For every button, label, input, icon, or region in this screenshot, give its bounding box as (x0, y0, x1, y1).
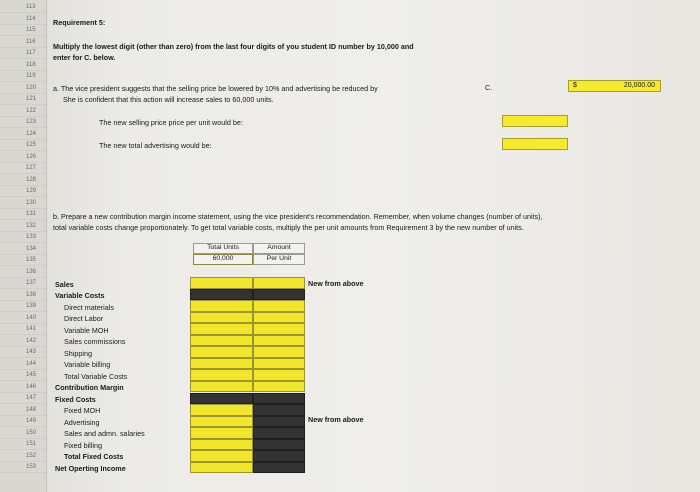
label-contribution-margin: Contribution Margin (55, 383, 124, 392)
row-number: 152 (0, 451, 46, 462)
total-amount-cell[interactable] (190, 277, 253, 289)
row-number: 124 (0, 129, 46, 140)
per-unit-cell (253, 462, 305, 474)
new-advertising-input-cell[interactable] (502, 138, 568, 150)
per-unit-cell (253, 450, 305, 462)
row-number: 114 (0, 14, 46, 25)
new-from-above-note-2: New from above (308, 415, 364, 424)
total-amount-cell[interactable] (190, 369, 253, 381)
row-number: 125 (0, 140, 46, 151)
total-amount-cell (190, 289, 253, 301)
row-number: 135 (0, 255, 46, 266)
row-number: 116 (0, 37, 46, 48)
label-sales: Sales (55, 280, 74, 289)
row-number: 150 (0, 428, 46, 439)
row-number: 130 (0, 198, 46, 209)
per-unit-cell[interactable] (253, 323, 305, 335)
total-amount-cell[interactable] (190, 439, 253, 451)
row-number: 115 (0, 25, 46, 36)
instruction-line-1: Multiply the lowest digit (other than zero) from the last four digits of you student ID number by 10,000 and (53, 42, 414, 51)
per-unit-cell (253, 416, 305, 428)
requirement-title: Requirement 5: (53, 18, 106, 27)
part-b-line-1: b. Prepare a new contribution margin income statement, using the vice president's recommendation. Remember, when volume changes (number of units), (53, 212, 543, 221)
per-unit-cell (253, 404, 305, 416)
row-number: 136 (0, 267, 46, 278)
per-unit-cell[interactable] (253, 358, 305, 370)
header-total-units: Total Units (193, 243, 253, 254)
per-unit-cell (253, 439, 305, 451)
per-unit-cell[interactable] (253, 381, 305, 393)
total-amount-cell[interactable] (190, 416, 253, 428)
label-shipping: Shipping (64, 349, 92, 358)
row-number: 129 (0, 186, 46, 197)
label-fixed-moh: Fixed MOH (64, 406, 101, 415)
row-number: 113 (0, 2, 46, 13)
row-number: 132 (0, 221, 46, 232)
row-number: 153 (0, 462, 46, 473)
instruction-line-2: enter for C. below. (53, 53, 116, 62)
row-number-column (0, 0, 47, 492)
total-amount-cell[interactable] (190, 300, 253, 312)
per-unit-cell (253, 289, 305, 301)
label-fixed-billing: Fixed billing (64, 441, 102, 450)
row-number: 128 (0, 175, 46, 186)
row-number: 123 (0, 117, 46, 128)
row-number: 144 (0, 359, 46, 370)
total-amount-cell[interactable] (190, 358, 253, 370)
row-number: 134 (0, 244, 46, 255)
label-direct-materials: Direct materials (64, 303, 114, 312)
row-number: 141 (0, 324, 46, 335)
row-number: 120 (0, 83, 46, 94)
part-a-line-2: She is confident that this action will increase sales to 60,000 units. (63, 95, 274, 104)
per-unit-cell (253, 427, 305, 439)
new-from-above-note-1: New from above (308, 279, 364, 288)
label-net-operating-income: Net Operting Income (55, 464, 126, 473)
row-number: 133 (0, 232, 46, 243)
label-advertising: Advertising (64, 418, 100, 427)
new-advertising-label: The new total advertising would be: (99, 141, 212, 150)
row-number: 146 (0, 382, 46, 393)
label-variable-billing: Variable billing (64, 360, 111, 369)
total-amount-cell[interactable] (190, 450, 253, 462)
part-a-line-1: a. The vice president suggests that the selling price be lowered by 10% and advertising be reduced by (53, 84, 378, 93)
label-total-fixed-costs: Total Fixed Costs (64, 452, 124, 461)
row-number: 140 (0, 313, 46, 324)
row-number: 121 (0, 94, 46, 105)
row-number: 119 (0, 71, 46, 82)
c-value-cell[interactable] (568, 80, 661, 92)
row-number: 142 (0, 336, 46, 347)
total-amount-cell[interactable] (190, 335, 253, 347)
per-unit-cell[interactable] (253, 346, 305, 358)
label-fixed-costs: Fixed Costs (55, 395, 96, 404)
label-sales-commissions: Sales commissions (64, 337, 126, 346)
row-number: 139 (0, 301, 46, 312)
new-price-label: The new selling price price per unit would be: (99, 118, 243, 127)
per-unit-cell[interactable] (253, 369, 305, 381)
total-amount-cell[interactable] (190, 427, 253, 439)
label-total-variable-costs: Total Variable Costs (64, 372, 128, 381)
c-label: C. (485, 83, 493, 92)
total-amount-cell (190, 393, 253, 405)
c-currency: $ (573, 82, 577, 89)
total-amount-cell[interactable] (190, 462, 253, 474)
row-number: 151 (0, 439, 46, 450)
row-number: 148 (0, 405, 46, 416)
header-amount: Amount (253, 243, 305, 254)
row-number: 127 (0, 163, 46, 174)
part-b-line-2: total variable costs change proportionately. To get total variable costs, multiply the per unit amounts from Requirement 3 by the new number of units. (53, 223, 524, 232)
row-number: 147 (0, 393, 46, 404)
row-number: 143 (0, 347, 46, 358)
row-number: 122 (0, 106, 46, 117)
row-number: 138 (0, 290, 46, 301)
c-value: 20,000.00 (623, 82, 655, 89)
label-variable-moh: Variable MOH (64, 326, 109, 335)
row-number: 126 (0, 152, 46, 163)
header-per-unit: Per Unit (253, 254, 305, 265)
row-number: 117 (0, 48, 46, 59)
per-unit-cell[interactable] (253, 300, 305, 312)
per-unit-cell[interactable] (253, 312, 305, 324)
label-variable-costs: Variable Costs (55, 291, 105, 300)
total-amount-cell[interactable] (190, 312, 253, 324)
row-number: 118 (0, 60, 46, 71)
label-direct-labor: Direct Labor (64, 314, 104, 323)
per-unit-cell[interactable] (253, 277, 305, 289)
per-unit-cell (253, 393, 305, 405)
row-number: 131 (0, 209, 46, 220)
row-number: 145 (0, 370, 46, 381)
total-amount-cell[interactable] (190, 381, 253, 393)
new-price-input-cell[interactable] (502, 115, 568, 127)
total-amount-cell[interactable] (190, 346, 253, 358)
header-units-value: 60,000 (193, 254, 253, 265)
row-number: 149 (0, 416, 46, 427)
row-number: 137 (0, 278, 46, 289)
total-amount-cell[interactable] (190, 323, 253, 335)
per-unit-cell[interactable] (253, 335, 305, 347)
label-sales-admin-salaries: Sales and admn. salaries (64, 429, 145, 438)
total-amount-cell[interactable] (190, 404, 253, 416)
